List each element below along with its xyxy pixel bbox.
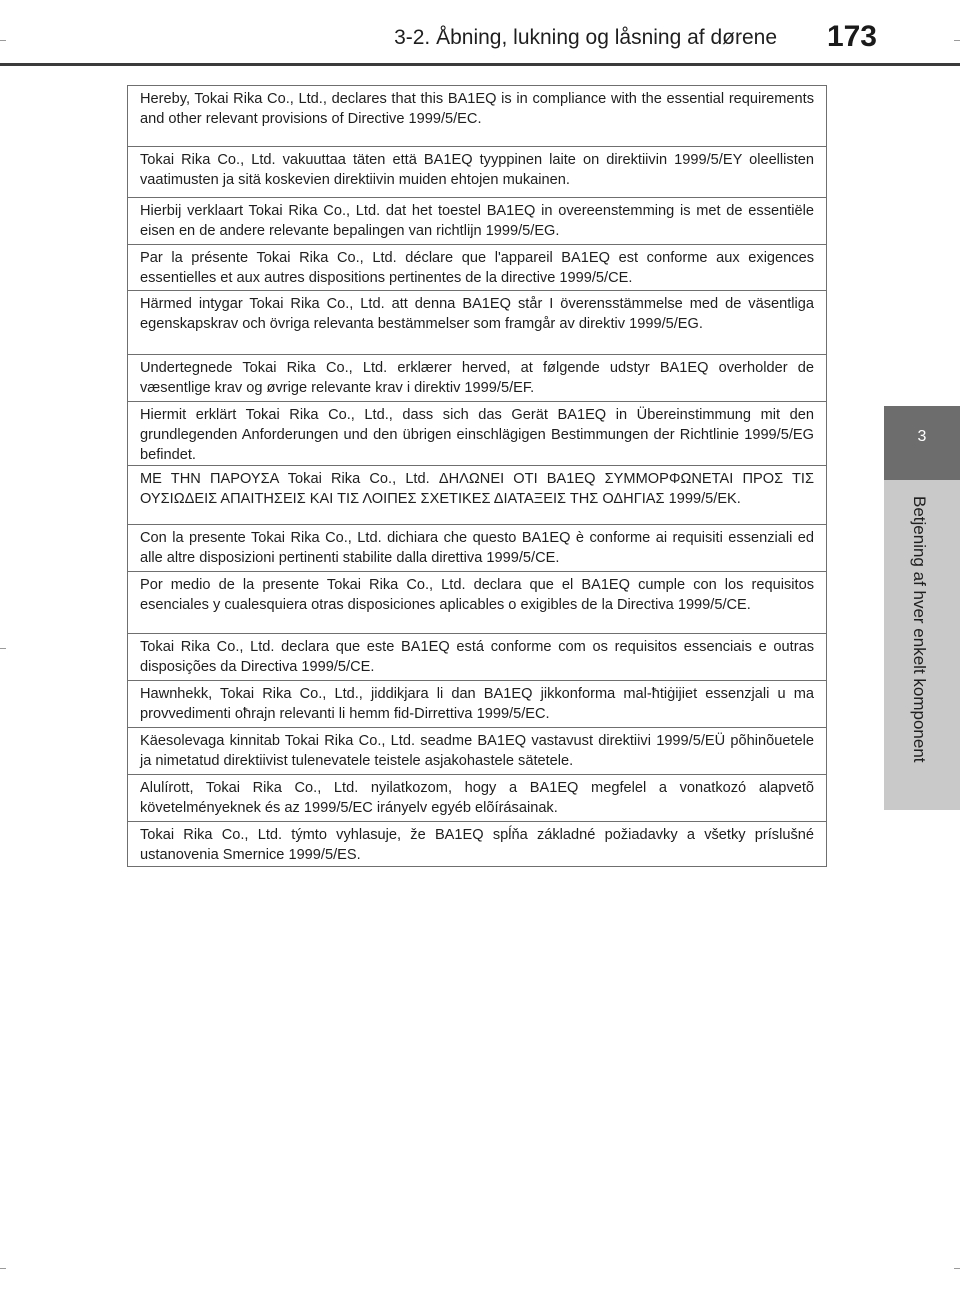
declaration-text: Undertegnede Tokai Rika Co., Ltd. erklærer herved, at følgende udstyr BA1EQ overholder de væsentlige krav og øvrige relevante krav i direktiv 1999/5/EF. [140, 360, 814, 396]
declaration-text: Tokai Rika Co., Ltd. vakuuttaa täten että BA1EQ tyyppinen laite on direktiivin 1999/5/EY oleellisten vaatimusten ja sitä koskevien direktiivin muiden ehtojen mukainen. [140, 152, 814, 188]
declaration-row-hu [128, 775, 826, 822]
declaration-row-en [128, 86, 826, 147]
declaration-row-mt [128, 681, 826, 728]
declaration-text: Alulírott, Tokai Rika Co., Ltd. nyilatkozom, hogy a BA1EQ megfelel a vonatkozó alapvetõ követelményeknek és az 1999/5/EC irányelv egyéb elõírásainak. [140, 780, 814, 816]
declaration-text: Con la presente Tokai Rika Co., Ltd. dichiara che questo BA1EQ è conforme ai requisiti essenziali ed alle altre disposizioni pertinenti stabilite dalla direttiva 1999/5/CE. [140, 530, 814, 566]
declaration-text: Käesolevaga kinnitab Tokai Rika Co., Ltd. seadme BA1EQ vastavust direktiivi 1999/5/EÜ põhinõuetele ja nimetatud direktiivist tulenevatele teistele asjakohastele sätetele. [140, 733, 814, 769]
declaration-text: Hierbij verklaart Tokai Rika Co., Ltd. dat het toestel BA1EQ in overeenstemming is met de essentiële eisen en de andere relevante bepalingen van richtlijn 1999/5/EG. [140, 203, 814, 239]
page-number: 173 [826, 20, 877, 53]
chapter-tab [884, 406, 960, 480]
declaration-row-sv [128, 291, 826, 355]
declaration-text: Hereby, Tokai Rika Co., Ltd., declares that this BA1EQ is in compliance with the essential requirements and other relevant provisions of Directive 1999/5/EC. [140, 91, 814, 127]
declaration-text: Hawnhekk, Tokai Rika Co., Ltd., jiddikjara li dan BA1EQ jikkonforma mal-ħtiġijiet essenzjali u ma provvedimenti oħrajn relevanti li hemm fid-Dirrettiva 1999/5/EC. [140, 686, 814, 722]
chapter-number: 3 [917, 428, 927, 445]
header-rule [0, 63, 960, 66]
declaration-row-sk [128, 822, 826, 868]
declaration-row-el [128, 466, 826, 525]
declaration-row-nl [128, 198, 826, 245]
declaration-row-es [128, 572, 826, 634]
declaration-text: Härmed intygar Tokai Rika Co., Ltd. att denna BA1EQ står I överensstämmelse med de väsentliga egenskapskrav och övriga relevanta bestämmelser som framgår av direktiv 1999/5/EG. [140, 296, 814, 332]
declaration-row-da [128, 355, 826, 402]
declaration-text: Tokai Rika Co., Ltd. declara que este BA1EQ está conforme com os requisitos essenciais e outras disposições da Directiva 1999/5/CE. [140, 639, 814, 675]
declaration-text: Por medio de la presente Tokai Rika Co., Ltd. declara que el BA1EQ cumple con los requisitos esenciales y cualesquiera otras disposiciones aplicables o exigibles de la Directiva 1999/5/CE. [140, 577, 814, 613]
declaration-text: Tokai Rika Co., Ltd. týmto vyhlasuje, že BA1EQ spĺňa základné požiadavky a všetky príslušné ustanovenia Smernice 1999/5/ES. [140, 827, 814, 863]
declaration-row-de [128, 402, 826, 466]
declaration-table [127, 85, 827, 867]
crop-mark [0, 648, 6, 649]
declaration-row-it [128, 525, 826, 572]
declaration-text: ΜΕ ΤΗΝ ΠΑΡΟΥΣΑ Tokai Rika Co., Ltd. ΔΗΛΩΝΕΙ ΟΤΙ BA1EQ ΣΥΜΜΟΡΦΩΝΕΤΑΙ ΠΡΟΣ ΤΙΣ ΟΥΣΙΩΔΕΙΣ ΑΠΑΙΤΗΣΕΙΣ ΚΑΙ ΤΙΣ ΛΟΙΠΕΣ ΣΧΕΤΙΚΕΣ ΔΙΑΤΑΞΕΙΣ ΤΗΣ ΟΔΗΓΙΑΣ 1999/5/ΕΚ. [140, 471, 814, 507]
declaration-row-fi [128, 147, 826, 198]
declaration-row-et [128, 728, 826, 775]
declaration-text: Hiermit erklärt Tokai Rika Co., Ltd., dass sich das Gerät BA1EQ in Übereinstimmung mit den grundlegenden Anforderungen und den übrigen einschlägigen Bestimmungen der Richtlinie 1999/5/EG befindet. [140, 407, 814, 463]
page-header [0, 0, 960, 70]
declaration-row-pt [128, 634, 826, 681]
declaration-row-fr [128, 245, 826, 291]
declaration-text: Par la présente Tokai Rika Co., Ltd. déclare que l'appareil BA1EQ est conforme aux exigences essentielles et aux autres dispositions pertinentes de la directive 1999/5/CE. [140, 250, 814, 286]
crop-mark [0, 1268, 6, 1269]
chapter-label: Betjening af hver enkelt komponent [910, 496, 929, 763]
crop-mark [954, 1268, 960, 1269]
chapter-label-container [905, 496, 935, 796]
section-title: 3-2. Åbning, lukning og låsning af dørene [394, 26, 777, 49]
